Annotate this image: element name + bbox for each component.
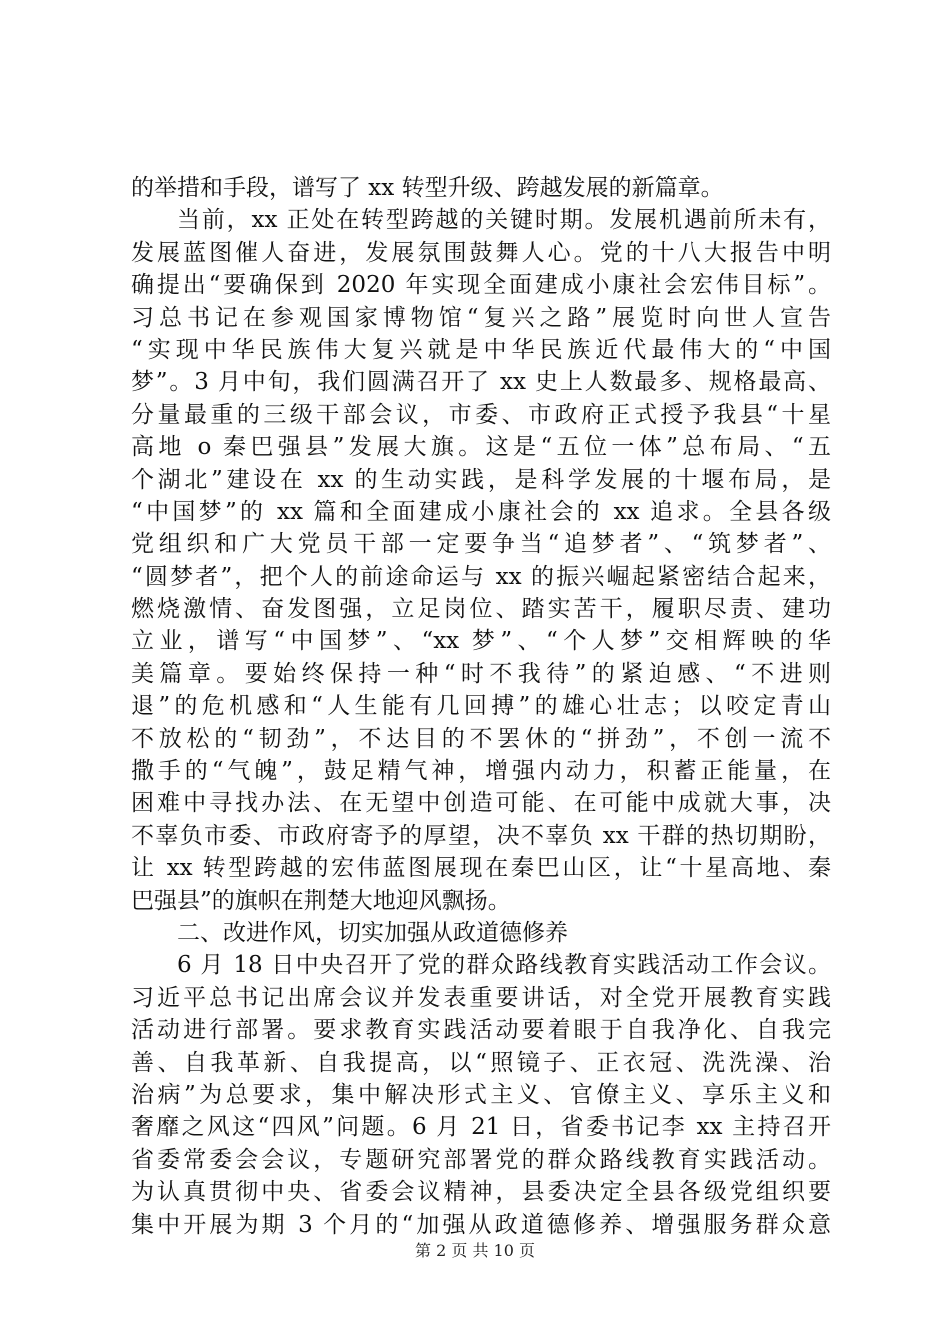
text-line: 省委常委会会议，专题研究部署党的群众路线教育实践活动。 xyxy=(131,1146,831,1173)
paragraph-start-line: 当前，xx 正处在转型跨越的关键时期。发展机遇前所未有， xyxy=(177,207,831,234)
body-text xyxy=(131,172,831,1241)
section-heading: 二、改进作风，切实加强从政道德修养 xyxy=(177,919,568,946)
text-line: 退”的危机感和“人生能有几回搏”的雄心壮志；以咬定青山 xyxy=(131,693,831,720)
text-line: 善、自我革新、自我提高，以“照镜子、正衣冠、洗洗澡、治 xyxy=(131,1049,831,1076)
text-line: 不辜负市委、市政府寄予的厚望，决不辜负 xx 干群的热切期盼， xyxy=(131,822,831,849)
text-line: 巴强县”的旗帜在荆楚大地迎风飘扬。 xyxy=(131,887,511,914)
text-line: 为认真贯彻中央、省委会议精神，县委决定全县各级党组织要 xyxy=(131,1179,831,1206)
page-number-footer: 第 2 页 共 10 页 xyxy=(415,1241,535,1260)
text-line: “中国梦”的 xx 篇和全面建成小康社会的 xx 追求。全县各级 xyxy=(131,498,831,525)
text-line: 立业，谱写“中国梦”、“xx 梦”、“个人梦”交相辉映的华 xyxy=(131,628,831,655)
text-line: 发展蓝图催人奋进，发展氛围鼓舞人心。党的十八大报告中明 xyxy=(131,239,831,266)
text-line: 党组织和广大党员干部一定要争当“追梦者”、“筑梦者”、 xyxy=(131,531,831,558)
text-line: 撒手的“气魄”，鼓足精气神，增强内动力，积蓄正能量，在 xyxy=(131,758,831,785)
text-line: 分量最重的三级干部会议，市委、市政府正式授予我县“十星 xyxy=(131,401,831,428)
text-line: “实现中华民族伟大复兴就是中华民族近代最伟大的“中国 xyxy=(131,336,831,363)
text-line: 不放松的“韧劲”，不达目的不罢休的“拼劲”，不创一流不 xyxy=(131,725,831,752)
text-line: 困难中寻找办法、在无望中创造可能、在可能中成就大事，决 xyxy=(131,790,831,817)
text-line: 的举措和手段，谱写了 xx 转型升级、跨越发展的新篇章。 xyxy=(131,175,724,201)
text-line: 美篇章。要始终保持一种“时不我待”的紧迫感、“不进则 xyxy=(131,660,831,687)
text-line: 习总书记在参观国家博物馆“复兴之路”展览时向世人宣告 xyxy=(131,304,831,331)
text-line: 个湖北”建设在 xx 的生动实践，是科学发展的十堰布局，是 xyxy=(131,466,831,493)
text-line: 活动进行部署。要求教育实践活动要着眼于自我净化、自我完 xyxy=(131,1017,831,1044)
text-line: 治病”为总要求，集中解决形式主义、官僚主义、享乐主义和 xyxy=(131,1081,831,1108)
text-line: 燃烧激情、奋发图强，立足岗位、踏实苦干，履职尽责、建功 xyxy=(131,596,831,623)
text-line: 高地 o 秦巴强县”发展大旗。这是“五位一体”总布局、“五 xyxy=(131,434,831,461)
text-line: 习近平总书记出席会议并发表重要讲话，对全党开展教育实践 xyxy=(131,984,831,1011)
text-line: 集中开展为期 3 个月的“加强从政道德修养、增强服务群众意 xyxy=(131,1211,831,1238)
text-line: 确提出“要确保到 2020 年实现全面建成小康社会宏伟目标”。 xyxy=(131,272,831,299)
text-line: “圆梦者”，把个人的前途命运与 xx 的振兴崛起紧密结合起来， xyxy=(131,563,831,590)
text-line: 梦”。3 月中旬，我们圆满召开了 xx 史上人数最多、规格最高、 xyxy=(131,369,831,396)
paragraph-start-line: 6 月 18 日中央召开了党的群众路线教育实践活动工作会议。 xyxy=(177,952,831,979)
text-line: 让 xx 转型跨越的宏伟蓝图展现在秦巴山区，让“十星高地、秦 xyxy=(131,855,831,882)
text-line: 奢靡之风这“四风”问题。6 月 21 日，省委书记李 xx 主持召开 xyxy=(131,1114,831,1141)
